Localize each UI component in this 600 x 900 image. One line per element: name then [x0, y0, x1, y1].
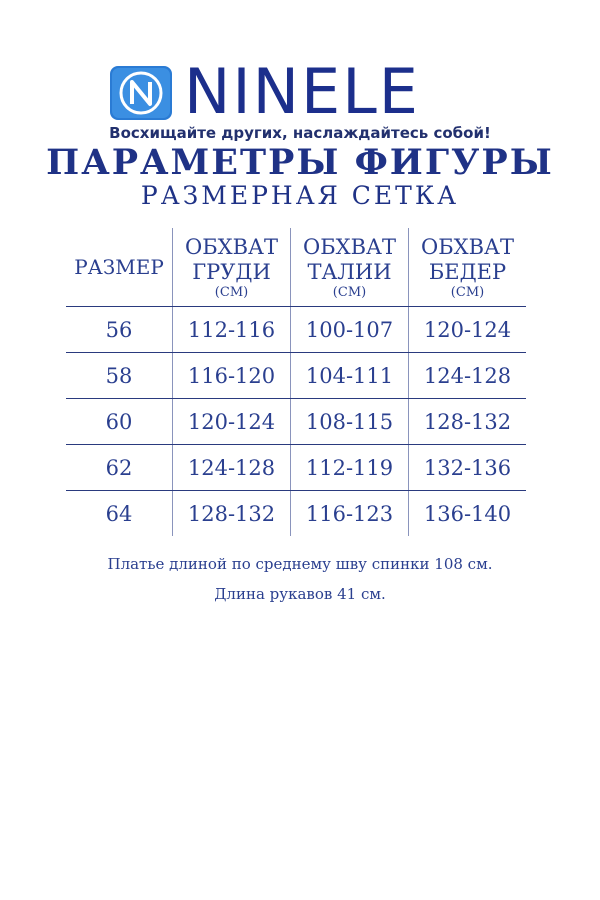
cell-chest: 128-132	[173, 491, 291, 537]
brand-logo	[110, 55, 500, 128]
table-row	[66, 491, 526, 537]
cell-waist: 104-111	[291, 353, 409, 399]
size-chart-table	[66, 228, 526, 536]
header-hips-line2: БЕДЕР	[428, 259, 507, 284]
header-chest-line1: ОБХВАТ	[185, 234, 278, 259]
cell-waist: 112-119	[291, 445, 409, 491]
dress-length-note: Платье длиной по среднему шву спинки 108 см.	[107, 555, 493, 573]
cell-waist: 108-115	[291, 399, 409, 445]
header-chest-line2: ГРУДИ	[192, 259, 271, 284]
cell-chest: 124-128	[173, 445, 291, 491]
page-title: ПАРАМЕТРЫ ФИГУРЫ	[46, 142, 554, 183]
header-size	[66, 228, 173, 307]
header-chest-unit: (СМ)	[214, 284, 249, 300]
cell-size: 62	[66, 445, 173, 491]
cell-size: 56	[66, 307, 173, 353]
header-hips	[409, 228, 527, 307]
cell-hips: 124-128	[409, 353, 527, 399]
cell-size: 64	[105, 501, 133, 526]
header-waist-line1: ОБХВАТ	[303, 234, 396, 259]
cell-hips: 128-132	[409, 399, 527, 445]
cell-waist: 100-107	[291, 307, 409, 353]
table-row	[66, 353, 526, 399]
header-hips-line1: ОБХВАТ	[421, 234, 514, 259]
cell-hips: 136-140	[409, 491, 527, 537]
header-waist	[291, 228, 409, 307]
brand-name: NINELE	[184, 55, 420, 128]
table-row	[66, 399, 526, 445]
cell-waist: 116-123	[291, 491, 409, 537]
table-row	[66, 445, 526, 491]
ninele-logo-icon	[110, 66, 172, 120]
header-chest	[173, 228, 291, 307]
page-subtitle: РАЗМЕРНАЯ СЕТКА	[140, 181, 460, 210]
cell-hips: 120-124	[409, 307, 527, 353]
cell-chest: 112-116	[173, 307, 291, 353]
sleeve-length-note: Длина рукавов 41 см.	[214, 585, 386, 603]
header-waist-line2: ТАЛИИ	[307, 259, 392, 284]
cell-chest: 120-124	[173, 399, 291, 445]
cell-size: 60	[66, 399, 173, 445]
cell-chest: 116-120	[173, 353, 291, 399]
header-size-label: РАЗМЕР	[74, 254, 164, 279]
cell-size: 58	[66, 353, 173, 399]
table-header-row	[66, 228, 526, 307]
header-hips-unit: (СМ)	[450, 284, 485, 300]
brand-slogan: Восхищайте других, наслаждайтесь собой!	[109, 124, 491, 142]
table-row	[66, 307, 526, 353]
header-waist-unit: (СМ)	[332, 284, 367, 300]
cell-hips: 132-136	[409, 445, 527, 491]
